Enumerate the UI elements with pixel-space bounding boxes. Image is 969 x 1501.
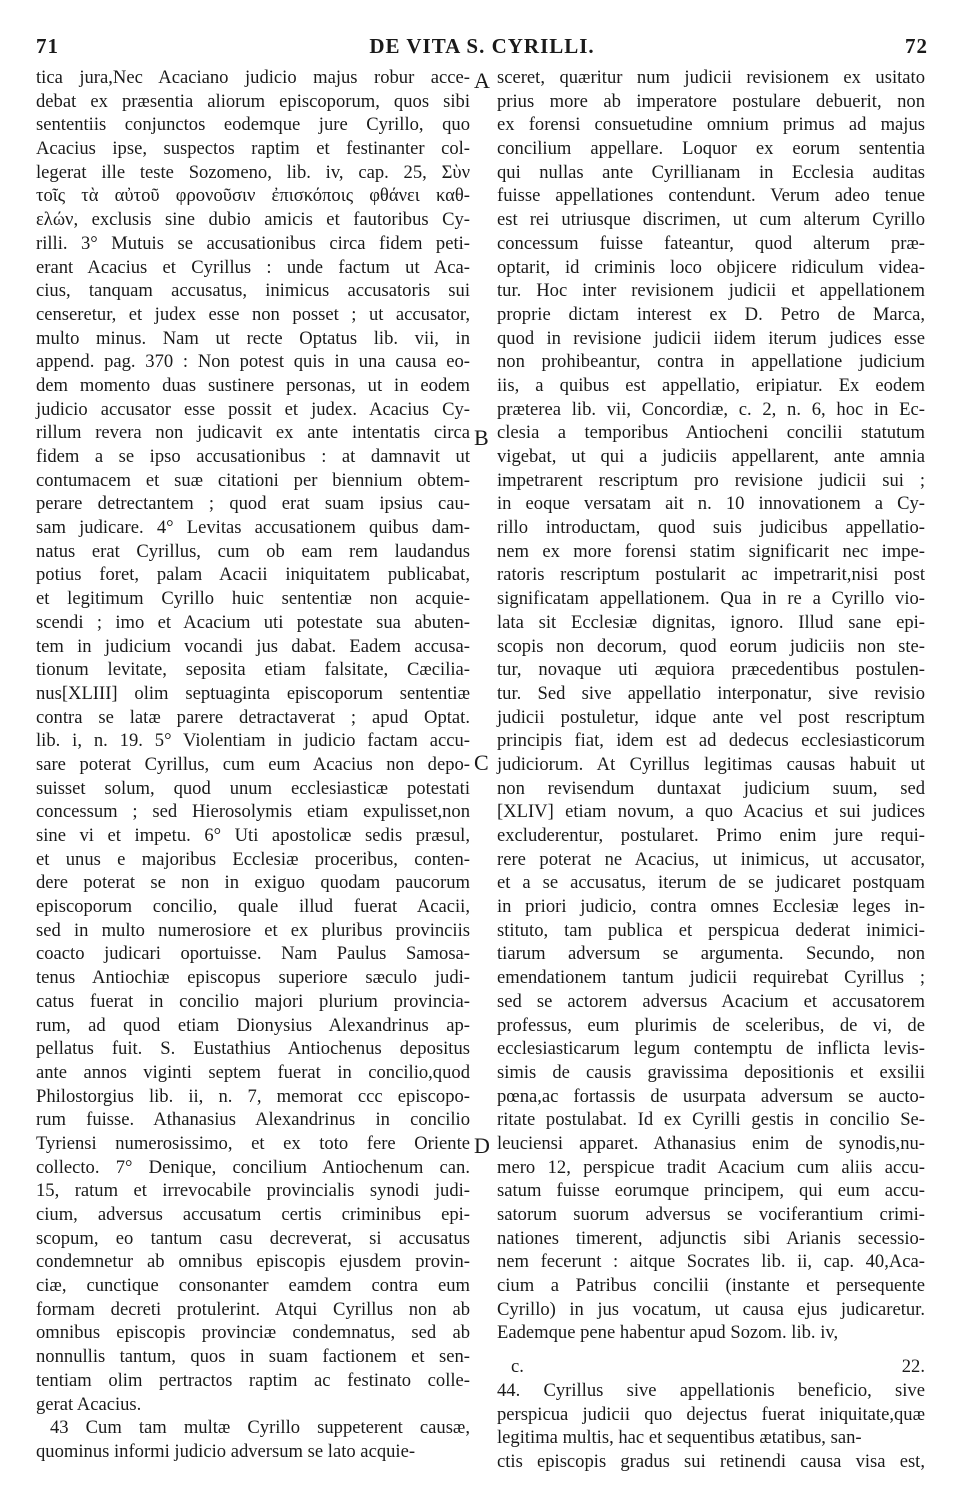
text-line: et unus e majoribus Ecclesiæ proceribus, conten- — [36, 848, 470, 870]
text-line: non revisendum duntaxat judicium suum, sed — [497, 777, 925, 799]
text-line: judiciorum. At Cyrillus legitimas causas habuit ut — [497, 753, 925, 775]
text-line: scopis non decorum, quod eorum judiciis non ste- — [497, 635, 925, 657]
text-line: ctis episcopis gradus sui retinendi causa visa est, — [497, 1450, 925, 1472]
text-line: natus erat Cyrillus, cum ob eam rem laudandus — [36, 540, 470, 562]
text-line: principis fiat, idem est ad dedecus ecclesiasticorum — [497, 730, 925, 752]
text-line: stituto, tam publica et perspicua dederat inimici- — [497, 919, 925, 941]
text-line: quod in revisione judicii iidem iterum judices esse — [497, 327, 925, 349]
text-line: perare detrectantem ; quod erat suam ipsius cau- — [36, 493, 470, 515]
text-line: sed se actorem adversus Acacium et accusatorem — [497, 990, 925, 1012]
text-line: dere poterat se non in exiguo quodam paucorum — [36, 872, 470, 894]
text-line: optarit, id criminis loco objicere ridiculum videa- — [497, 256, 925, 278]
margin-marker-d: D — [474, 1133, 490, 1158]
text-line: ecclesiasticarum legum contemptu de inflicta levis- — [497, 1038, 925, 1060]
text-line: significatam appellationem. Qua in re a Cyrillo vio- — [497, 588, 925, 610]
text-line: concilium appellare. Loquor ex eorum sententia — [497, 138, 925, 160]
text-line: mero 12, perspicue tradit Acacium cum aliis accu- — [497, 1156, 925, 1178]
text-line: sententiis conjunctos eodemque jure Cyrillo, quo — [36, 114, 470, 136]
margin-marker-c: C — [474, 750, 489, 775]
text-line: cius, tanquam accusatus, inimicus accusatoris sui — [36, 280, 470, 302]
margin-marker-a: A — [474, 68, 490, 93]
text-line: rillo introductam, quod suis judicibus appellatio- — [497, 517, 925, 539]
text-line: ante annos viginti septem fuerat in concilio,quod — [36, 1061, 470, 1083]
text-line: quominus informi judicio adversum se lato acquie- — [36, 1440, 416, 1462]
text-line: formam decreti protulerint. Atqui Cyrillus non ab — [36, 1298, 470, 1320]
text-line: tem in judicium vocandi jus dabat. Eadem accusa- — [36, 635, 470, 657]
text-line: rum, ad quod etiam Dionysius Alexandrinus ap- — [36, 1014, 470, 1036]
text-line: in priori judicio, contra omnes Ecclesiæ leges in- — [497, 896, 925, 918]
text-line: professus, eum plurimis de sceleribus, de vi, de — [497, 1014, 925, 1036]
text-line: tiarum adversum se argumenta. Secundo, non — [497, 943, 925, 965]
text-line: leuciensi apparet. Athanasius enim de synodis,nu- — [497, 1132, 925, 1154]
text-line: tur. Hoc inter revisionem judicii et appellationem — [497, 280, 925, 302]
text-line: qui nullas ante Cyrillianam in Ecclesia auditas — [497, 161, 925, 183]
text-line: τοῖς τὰ αὐτοῦ φρονοῦσιν ἐπισκόποις φθάνει καθ- — [36, 185, 470, 207]
margin-marker-b: B — [474, 425, 489, 450]
text-line: rillum revera non judicavit ex ante intentatis circa — [36, 422, 470, 444]
text-line: ratoris rescriptum postularit ac impetrarit,nisi post — [497, 564, 925, 586]
text-line: collecto. 7° Denique, concilium Antiochenum can. — [36, 1156, 470, 1178]
text-line: multo minus. Nam ut recte Optatus lib. vii, in — [36, 327, 470, 349]
text-line: Tyriensi numerosissimo, et ex toto fere Oriente — [36, 1132, 470, 1154]
text-line: ex forensi consuetudine omnium primus ad majus — [497, 114, 925, 136]
text-line: cium, adversus accusatum certis criminibus epi- — [36, 1204, 470, 1225]
text-line: episcoporum concilio, quale illud fuerat Acacii, — [36, 896, 470, 918]
text-line: sceret, quæritur num judicii revisionem ex usitato — [497, 67, 925, 88]
text-line: tur. Sed sive appellatio interponatur, sive revisio — [497, 682, 925, 704]
text-line: omnibus episcopis provinciæ condemnatus, sed ab — [36, 1322, 470, 1344]
page-number-right: 72 — [905, 34, 928, 58]
text-line: debat ex præsentia aliorum episcoporum, quos sibi — [36, 90, 470, 112]
text-line: præterea lib. vii, Concordiæ, c. 2, n. 6, hoc in Ec- — [497, 398, 925, 420]
text-line: rilli. 3° Mutuis se accusationibus circa fidem peti- — [36, 232, 470, 254]
text-line: in eoque versatam ait n. 10 innovationem a Cy- — [497, 493, 925, 515]
text-line: legerat ille teste Sozomeno, lib. iv, cap. 25, Σὺν — [36, 161, 470, 183]
text-line: iis, a quibus est appellatio, eripiatur. Ex eodem — [497, 374, 925, 396]
text-line: et a se accusatus, iterum de se judicaret postquam — [497, 872, 925, 894]
text-line: gerat Acacius. — [36, 1393, 142, 1415]
running-header — [36, 34, 928, 62]
right-column — [497, 66, 925, 1474]
text-line: censeretur, et judex esse non posset ; ut accusator, — [36, 303, 470, 325]
text-line: tur, novaque uti æquiora præcedentibus postulen- — [497, 659, 925, 681]
text-line: simis de causis gravissima depositionis et exsilii — [497, 1061, 925, 1083]
text-line: scopum, eo tantum casu decreverat, si accusatus — [36, 1227, 470, 1249]
text-line: Acacius ipse, suspectos raptim et festinanter col- — [36, 138, 470, 160]
text-line: sam judicare. 4° Levitas accusationem quibus dam- — [36, 517, 470, 539]
text-line: append. pag. 370 : Non potest quis in una causa eo- — [36, 351, 470, 373]
text-line: lata sit Ecclesiæ dignitas, ignoro. Illud sane epi- — [497, 611, 925, 633]
text-line: scendi ; imo et Acacium uti potestate sua abuten- — [36, 611, 470, 633]
left-column — [36, 66, 470, 1464]
text-line: coacto judicari oportuisse. Nam Paulus Samosa- — [36, 943, 470, 965]
text-line: satorum suorum adversus se vociferantium crimi- — [497, 1204, 925, 1225]
text-line: dem momento duas sustinere personas, ut in eodem — [36, 374, 470, 396]
text-line: judicio accusator esse possit et judex. Acacius Cy- — [36, 398, 470, 420]
text-line: Eademque pene habentur apud Sozom. lib. iv, — [497, 1322, 839, 1344]
text-line: vigebat, ut qui a judiciis appellarent, ante amnia — [497, 446, 925, 467]
text-line: ελών, exclusis sine dubio amicis et fautoribus Cy- — [36, 209, 470, 231]
text-line: emendationem tantum judicii requirebat Cyrillus ; — [497, 967, 925, 989]
text-line: nem ex more forensi statim significarit nec impe- — [497, 540, 925, 562]
text-line: est rei utriusque discrimen, ut cum alterum Cyrillo — [497, 209, 925, 231]
text-line: cium a Patribus concilii (instante et persequente — [497, 1275, 925, 1297]
text-line: Cyrillo) in jus vocatum, ut causa ejus judicaretur. — [497, 1298, 925, 1320]
text-line: contra se latæ parere detractaverat ; apud Optat. — [36, 706, 470, 728]
text-line: pœna,ac fortassis de usurpata adversum se aucto- — [497, 1085, 925, 1107]
text-line: rum fuisse. Athanasius Alexandrinus in concilio — [36, 1109, 470, 1131]
text-line: sed in multo numerosiore et ex pluribus provinciis — [36, 919, 470, 941]
text-line: catus fuerat in concilio majori plurium provincia- — [36, 990, 470, 1012]
paragraph-gap — [497, 1345, 925, 1355]
text-line: 43 Cum tam multæ Cyrillo suppeterent causæ, — [50, 1417, 470, 1439]
text-line: fuisse appellationes contendunt. Verum adeo tenue — [497, 185, 925, 207]
text-line: et legitimum Cyrillo huic sententiæ non acquie- — [36, 588, 470, 610]
text-line: impetrarent rescriptum pro revisione judicii sui ; — [497, 469, 925, 491]
text-line: legitima multis, hac et sequentibus ætatibus, san- — [497, 1427, 862, 1449]
text-line: tentiam olim pertractos raptim ac festinato colle- — [36, 1369, 470, 1391]
text-line: Philostorgius lib. ii, n. 7, memorat ccc episcopo- — [36, 1085, 470, 1107]
text-line: rere poterat ne Acacius, ut inimicus, ut accusator, — [497, 848, 925, 870]
text-line: tionum levitate, seposita etiam falsitate, Cæcilia- — [36, 659, 470, 681]
text-line: nem fecerunt : aitque Socrates lib. ii, cap. 40,Aca- — [497, 1251, 925, 1273]
text-line: fidem a se ipso accusationibus : at damnavit ut — [36, 446, 470, 467]
text-line: lib. i, n. 19. 5° Violentiam in judicio factam accu- — [36, 730, 470, 752]
text-line: nationes timerent, adjunctis sibi Arianis secessio- — [497, 1227, 925, 1249]
text-line: satum fuisse eorumque principem, qui eum accu- — [497, 1180, 925, 1202]
text-line: pellatus fuit. S. Eustathius Antiochenus depositus — [36, 1038, 470, 1060]
text-line: suisset solum, quod unum ecclesiasticæ potestati — [36, 777, 470, 799]
text-line: concessum ; sed Hierosolymis etiam expulisset,non — [36, 801, 470, 823]
text-line: perspicua judicii quo dejectus fuerat iniquitate,quæ — [497, 1403, 925, 1425]
text-line: [XLIV] etiam novum, a quo Acacius et sui judices — [497, 801, 925, 823]
text-line: ritate postulabat. Id ex Cyrilli gestis in concilio Se- — [497, 1109, 925, 1131]
text-line: tica jura,Nec Acaciano judicio majus robur acce- — [36, 67, 470, 88]
text-line: clesia a temporibus Antiocheni concilii statutum — [497, 422, 925, 444]
text-line: sare poterat Cyrillus, cum eum Acacius non depo- — [36, 753, 470, 775]
text-line: erant Acacius et Cyrillus : unde factum ut Aca- — [36, 256, 470, 278]
text-line: ciæ, cunctique consonanter eamdem contra eum — [36, 1275, 470, 1297]
text-line: excluderentur, postularet. Primo enim jure requi- — [497, 825, 925, 846]
text-line: non prohibeantur, contra in appellatione judicium — [497, 351, 925, 373]
text-line: 44. Cyrillus sive appellationis beneficio, sive — [497, 1379, 925, 1401]
text-line: nonnullis tantum, quos in suam factionem et sen- — [36, 1346, 470, 1368]
text-line: concessum fuisse fateantur, quod alterum præ- — [497, 232, 925, 254]
text-line: judicii postuletur, idque ante vel post rescriptum — [497, 706, 925, 728]
text-line: nus[XLIII] olim septuaginta episcoporum sententiæ — [36, 682, 470, 704]
text-line: c. 22. — [511, 1356, 925, 1378]
text-line: prius more ab imperatore postulare debuerit, non — [497, 90, 925, 112]
running-title: DE VITA S. CYRILLI. — [369, 34, 595, 58]
text-line: proprie dictam interest ex D. Petro de Marca, — [497, 303, 925, 325]
text-line: condemnetur ab omnibus episcopis ejusdem provin- — [36, 1251, 470, 1273]
page-number-left: 71 — [36, 34, 59, 58]
text-line: sine vi et impetu. 6° Uti apostolicæ sedis præsul, — [36, 825, 470, 846]
text-line: contumacem et suæ citationi per biennium obtem- — [36, 469, 470, 491]
text-line: tenus Antiochiæ episcopus superiore sæculo judi- — [36, 967, 470, 989]
text-line: 15, ratum et irrevocabile provincialis synodi judi- — [36, 1180, 470, 1202]
text-line: potius foret, palam Acacii iniquitatem publicabat, — [36, 564, 470, 586]
